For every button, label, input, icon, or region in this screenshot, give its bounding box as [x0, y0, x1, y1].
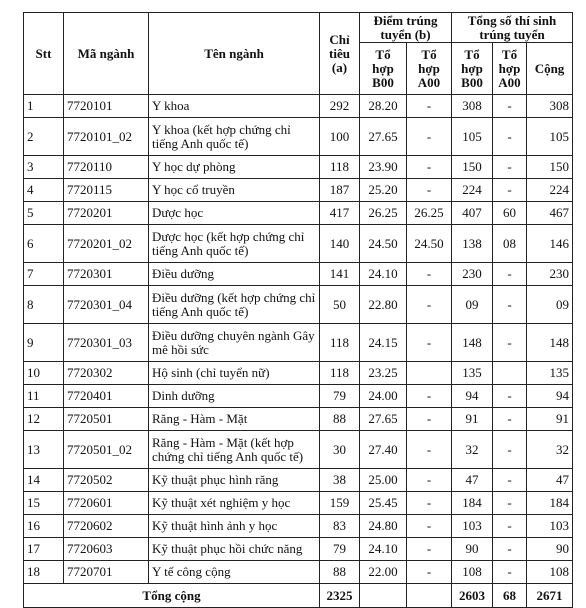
- cell-adm-total: 09: [527, 286, 573, 324]
- cell-adm-a00: -: [493, 561, 527, 584]
- header-adm-total: Cộng: [527, 43, 573, 95]
- cell-adm-a00: [493, 362, 527, 385]
- cell-quota: 140: [320, 225, 360, 263]
- table-row: [24, 431, 573, 469]
- total-score-b00-empty: [360, 584, 407, 608]
- table-row: [24, 263, 573, 286]
- admission-results-table: [23, 12, 573, 608]
- header-quota: Chỉ tiêu (a): [320, 13, 360, 95]
- cell-adm-total: 146: [527, 225, 573, 263]
- cell-code: 7720301_04: [64, 286, 149, 324]
- total-adm-a00: 68: [493, 584, 527, 608]
- cell-score-a00: -: [407, 469, 452, 492]
- cell-stt: 10: [24, 362, 64, 385]
- cell-adm-a00: -: [493, 324, 527, 362]
- cell-score-a00: [407, 362, 452, 385]
- cell-stt: 13: [24, 431, 64, 469]
- cell-adm-b00: 94: [452, 385, 493, 408]
- cell-quota: 88: [320, 408, 360, 431]
- header-stt: Stt: [24, 13, 64, 95]
- cell-adm-a00: -: [493, 156, 527, 179]
- cell-quota: 118: [320, 324, 360, 362]
- cell-score-a00: 26.25: [407, 202, 452, 225]
- cell-adm-b00: 32: [452, 431, 493, 469]
- header-name: Tên ngành: [149, 13, 320, 95]
- cell-score-b00: 24.15: [360, 324, 407, 362]
- cell-name: Điều dưỡng (kết hợp chứng chỉ tiếng Anh quốc tế): [149, 286, 320, 324]
- table-row: [24, 156, 573, 179]
- cell-score-b00: 27.40: [360, 431, 407, 469]
- cell-score-b00: 27.65: [360, 118, 407, 156]
- cell-name: Y khoa (kết hợp chứng chỉ tiếng Anh quốc tế): [149, 118, 320, 156]
- cell-adm-b00: 407: [452, 202, 493, 225]
- table-row: [24, 225, 573, 263]
- cell-adm-total: 148: [527, 324, 573, 362]
- cell-quota: 187: [320, 179, 360, 202]
- cell-stt: 15: [24, 492, 64, 515]
- header-adm-a00: Tổ hợp A00: [493, 43, 527, 95]
- cell-name: Y học cổ truyền: [149, 179, 320, 202]
- cell-adm-a00: 08: [493, 225, 527, 263]
- cell-name: Điều dưỡng chuyên ngành Gây mê hồi sức: [149, 324, 320, 362]
- table-row: [24, 362, 573, 385]
- cell-adm-b00: 135: [452, 362, 493, 385]
- cell-name: Kỹ thuật hình ảnh y học: [149, 515, 320, 538]
- header-score-a00: Tổ hợp A00: [407, 43, 452, 95]
- cell-adm-total: 467: [527, 202, 573, 225]
- table-row: [24, 324, 573, 362]
- cell-stt: 18: [24, 561, 64, 584]
- cell-score-a00: -: [407, 179, 452, 202]
- cell-quota: 159: [320, 492, 360, 515]
- table-row: [24, 179, 573, 202]
- cell-stt: 11: [24, 385, 64, 408]
- cell-score-a00: -: [407, 286, 452, 324]
- cell-adm-b00: 138: [452, 225, 493, 263]
- cell-score-a00: -: [407, 385, 452, 408]
- cell-adm-a00: -: [493, 408, 527, 431]
- cell-stt: 2: [24, 118, 64, 156]
- cell-score-a00: -: [407, 561, 452, 584]
- cell-adm-b00: 150: [452, 156, 493, 179]
- cell-quota: 100: [320, 118, 360, 156]
- header-admitted-group: Tổng số thí sinh trúng tuyển: [452, 13, 573, 43]
- cell-quota: 79: [320, 385, 360, 408]
- cell-adm-total: 108: [527, 561, 573, 584]
- cell-adm-total: 90: [527, 538, 573, 561]
- cell-adm-b00: 184: [452, 492, 493, 515]
- cell-score-a00: -: [407, 431, 452, 469]
- cell-adm-b00: 224: [452, 179, 493, 202]
- cell-code: 7720302: [64, 362, 149, 385]
- cell-name: Hộ sinh (chỉ tuyển nữ): [149, 362, 320, 385]
- cell-stt: 7: [24, 263, 64, 286]
- cell-adm-total: 94: [527, 385, 573, 408]
- cell-stt: 16: [24, 515, 64, 538]
- cell-quota: 83: [320, 515, 360, 538]
- cell-name: Y khoa: [149, 95, 320, 118]
- cell-adm-b00: 148: [452, 324, 493, 362]
- cell-code: 7720301: [64, 263, 149, 286]
- cell-name: Y học dự phòng: [149, 156, 320, 179]
- cell-quota: 38: [320, 469, 360, 492]
- cell-name: Dinh dưỡng: [149, 385, 320, 408]
- cell-score-a00: -: [407, 118, 452, 156]
- cell-code: 7720201: [64, 202, 149, 225]
- table-row: [24, 538, 573, 561]
- cell-code: 7720601: [64, 492, 149, 515]
- cell-stt: 3: [24, 156, 64, 179]
- cell-score-a00: -: [407, 538, 452, 561]
- cell-code: 7720401: [64, 385, 149, 408]
- cell-score-b00: 22.80: [360, 286, 407, 324]
- table-row: [24, 408, 573, 431]
- cell-name: Dược học: [149, 202, 320, 225]
- cell-adm-a00: -: [493, 179, 527, 202]
- cell-quota: 88: [320, 561, 360, 584]
- cell-code: 7720201_02: [64, 225, 149, 263]
- cell-code: 7720701: [64, 561, 149, 584]
- cell-adm-a00: -: [493, 492, 527, 515]
- cell-score-b00: 28.20: [360, 95, 407, 118]
- cell-name: Kỹ thuật xét nghiệm y học: [149, 492, 320, 515]
- cell-score-a00: -: [407, 95, 452, 118]
- cell-score-b00: 24.00: [360, 385, 407, 408]
- cell-score-b00: 24.80: [360, 515, 407, 538]
- cell-stt: 14: [24, 469, 64, 492]
- cell-quota: 141: [320, 263, 360, 286]
- cell-score-b00: 25.45: [360, 492, 407, 515]
- cell-score-a00: -: [407, 263, 452, 286]
- cell-code: 7720110: [64, 156, 149, 179]
- cell-quota: 118: [320, 362, 360, 385]
- cell-adm-total: 103: [527, 515, 573, 538]
- header-scores-group: Điểm trúng tuyển (b): [360, 13, 452, 43]
- total-score-a00-empty: [407, 584, 452, 608]
- table-row: [24, 469, 573, 492]
- cell-score-b00: 24.10: [360, 538, 407, 561]
- cell-quota: 50: [320, 286, 360, 324]
- cell-adm-a00: -: [493, 286, 527, 324]
- cell-quota: 118: [320, 156, 360, 179]
- cell-adm-total: 47: [527, 469, 573, 492]
- cell-quota: 292: [320, 95, 360, 118]
- cell-adm-a00: 60: [493, 202, 527, 225]
- cell-score-a00: 24.50: [407, 225, 452, 263]
- table-row: [24, 492, 573, 515]
- cell-quota: 30: [320, 431, 360, 469]
- cell-adm-total: 135: [527, 362, 573, 385]
- header-adm-b00: Tổ hợp B00: [452, 43, 493, 95]
- cell-adm-total: 91: [527, 408, 573, 431]
- table-row: [24, 385, 573, 408]
- cell-stt: 4: [24, 179, 64, 202]
- cell-adm-total: 105: [527, 118, 573, 156]
- cell-score-b00: 23.25: [360, 362, 407, 385]
- cell-name: Điều dưỡng: [149, 263, 320, 286]
- cell-score-b00: 23.90: [360, 156, 407, 179]
- cell-adm-a00: -: [493, 538, 527, 561]
- table-row: [24, 202, 573, 225]
- cell-score-b00: 24.10: [360, 263, 407, 286]
- table-row: [24, 515, 573, 538]
- cell-adm-b00: 103: [452, 515, 493, 538]
- total-label: Tổng cộng: [24, 584, 320, 608]
- cell-stt: 12: [24, 408, 64, 431]
- cell-name: Kỹ thuật phục hồi chức năng: [149, 538, 320, 561]
- cell-score-a00: -: [407, 324, 452, 362]
- cell-code: 7720501: [64, 408, 149, 431]
- cell-stt: 9: [24, 324, 64, 362]
- cell-stt: 5: [24, 202, 64, 225]
- header-row-1: [24, 13, 573, 43]
- cell-code: 7720603: [64, 538, 149, 561]
- cell-score-a00: -: [407, 408, 452, 431]
- cell-score-a00: -: [407, 156, 452, 179]
- cell-code: 7720115: [64, 179, 149, 202]
- cell-stt: 17: [24, 538, 64, 561]
- cell-adm-b00: 105: [452, 118, 493, 156]
- total-row: [24, 584, 573, 608]
- cell-stt: 8: [24, 286, 64, 324]
- cell-score-a00: -: [407, 515, 452, 538]
- cell-adm-total: 308: [527, 95, 573, 118]
- cell-adm-b00: 108: [452, 561, 493, 584]
- cell-adm-a00: -: [493, 469, 527, 492]
- header-code: Mã ngành: [64, 13, 149, 95]
- cell-adm-b00: 91: [452, 408, 493, 431]
- cell-adm-b00: 90: [452, 538, 493, 561]
- cell-adm-total: 150: [527, 156, 573, 179]
- cell-score-b00: 24.50: [360, 225, 407, 263]
- cell-name: Kỹ thuật phục hình răng: [149, 469, 320, 492]
- cell-code: 7720101_02: [64, 118, 149, 156]
- cell-stt: 6: [24, 225, 64, 263]
- cell-adm-b00: 308: [452, 95, 493, 118]
- cell-adm-a00: -: [493, 263, 527, 286]
- cell-code: 7720301_03: [64, 324, 149, 362]
- cell-adm-b00: 230: [452, 263, 493, 286]
- cell-adm-a00: -: [493, 431, 527, 469]
- cell-adm-a00: -: [493, 118, 527, 156]
- cell-adm-total: 230: [527, 263, 573, 286]
- cell-name: Dược học (kết hợp chứng chỉ tiếng Anh quốc tế): [149, 225, 320, 263]
- cell-score-b00: 25.00: [360, 469, 407, 492]
- cell-adm-total: 224: [527, 179, 573, 202]
- header-score-b00: Tổ hợp B00: [360, 43, 407, 95]
- cell-quota: 79: [320, 538, 360, 561]
- cell-adm-a00: -: [493, 385, 527, 408]
- cell-score-b00: 25.20: [360, 179, 407, 202]
- table-row: [24, 95, 573, 118]
- cell-score-b00: 27.65: [360, 408, 407, 431]
- cell-adm-a00: -: [493, 95, 527, 118]
- cell-score-a00: -: [407, 492, 452, 515]
- cell-name: Răng - Hàm - Mặt: [149, 408, 320, 431]
- table-row: [24, 561, 573, 584]
- cell-name: Y tế công cộng: [149, 561, 320, 584]
- cell-adm-total: 184: [527, 492, 573, 515]
- table-row: [24, 286, 573, 324]
- total-quota: 2325: [320, 584, 360, 608]
- cell-adm-b00: 47: [452, 469, 493, 492]
- total-adm-b00: 2603: [452, 584, 493, 608]
- cell-adm-b00: 09: [452, 286, 493, 324]
- cell-score-b00: 26.25: [360, 202, 407, 225]
- cell-adm-a00: -: [493, 515, 527, 538]
- cell-code: 7720501_02: [64, 431, 149, 469]
- table-row: [24, 118, 573, 156]
- cell-code: 7720602: [64, 515, 149, 538]
- cell-score-b00: 22.00: [360, 561, 407, 584]
- cell-code: 7720502: [64, 469, 149, 492]
- cell-stt: 1: [24, 95, 64, 118]
- cell-code: 7720101: [64, 95, 149, 118]
- total-adm-total: 2671: [527, 584, 573, 608]
- cell-quota: 417: [320, 202, 360, 225]
- cell-name: Răng - Hàm - Mặt (kết hợp chứng chỉ tiếng Anh quốc tế): [149, 431, 320, 469]
- cell-adm-total: 32: [527, 431, 573, 469]
